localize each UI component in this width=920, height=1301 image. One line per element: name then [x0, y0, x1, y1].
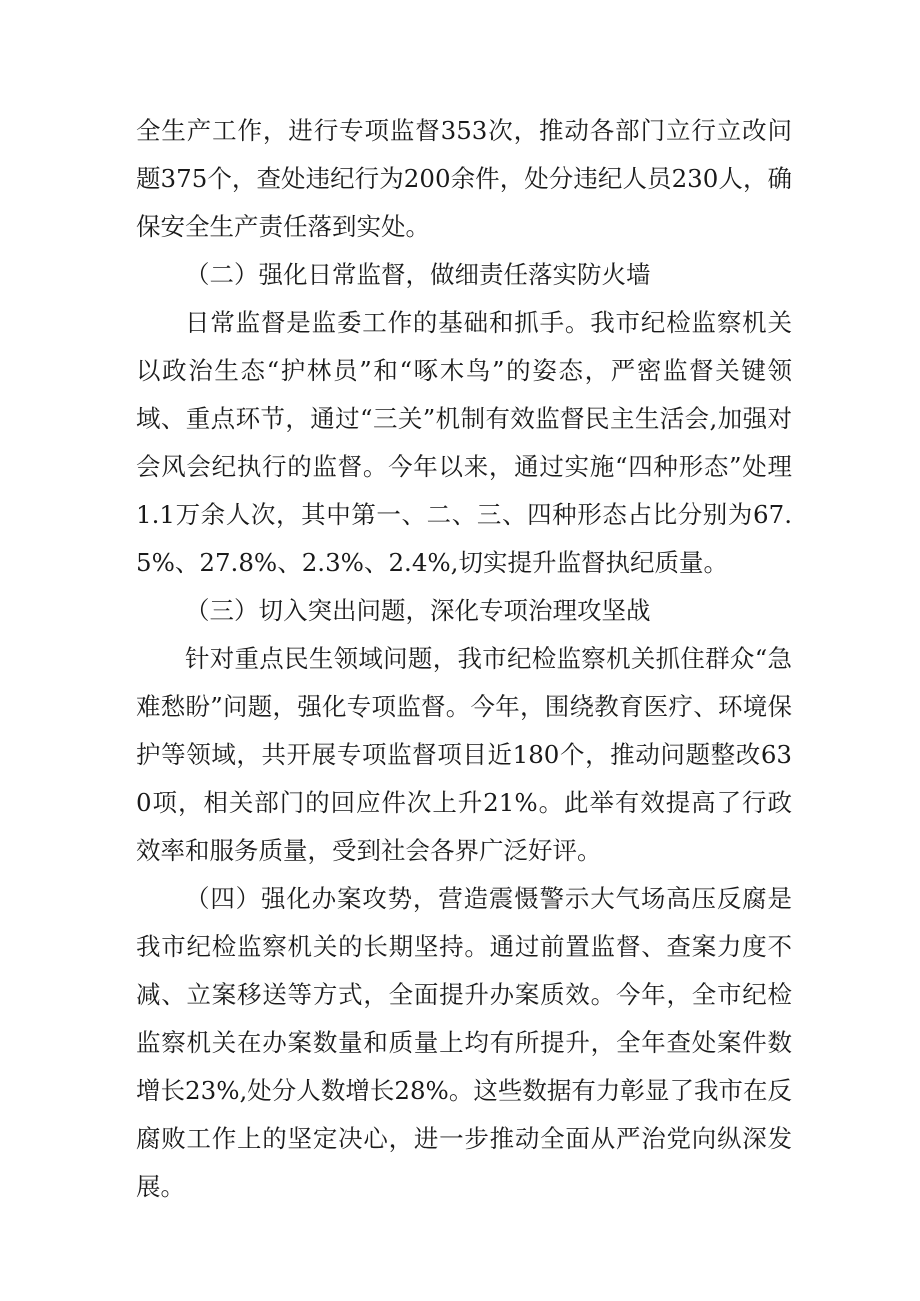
- paragraph-continued: 全生产工作，进行专项监督353次，推动各部门立行立改问题375个，查处违纪行为200余件，处分违纪人员230人，确保安全生产责任落到实处。: [136, 116, 792, 241]
- document-body: [136, 107, 792, 1211]
- paragraph-special-governance: 针对重点民生领域问题，我市纪检监察机关抓住群众“急难愁盼”问题，强化专项监督。今年，围绕教育医疗、环境保护等领域，共开展专项监督项目近180个，推动问题整改630项，相关部门的回应件次上升21%。此举有效提高了行政效率和服务质量，受到社会各界广泛好评。: [136, 644, 792, 865]
- paragraph-case-handling: （四）强化办案攻势，营造震慑警示大气场高压反腐是我市纪检监察机关的长期坚持。通过前置监督、查案力度不减、立案移送等方式，全面提升办案质效。今年，全市纪检监察机关在办案数量和质量上均有所提升，全年查处案件数增长23%,处分人数增长28%。这些数据有力彰显了我市在反腐败工作上的坚定决心，进一步推动全面从严治党向纵深发展。: [136, 884, 792, 1201]
- paragraph-daily-supervision: 日常监督是监委工作的基础和抓手。我市纪检监察机关以政治生态“护林员”和“啄木鸟”的姿态，严密监督关键领域、重点环节，通过“三关”机制有效监督民主生活会,加强对会风会纪执行的监督。今年以来，通过实施“四种形态”处理1.1万余人次，其中第一、二、三、四种形态占比分别为67.5%、27.8%、2.3%、2.4%,切实提升监督执纪质量。: [136, 308, 792, 577]
- section-heading-2: （二）强化日常监督，做细责任落实防火墙: [185, 260, 651, 289]
- section-heading-3: （三）切入突出问题，深化专项治理攻坚战: [185, 596, 651, 625]
